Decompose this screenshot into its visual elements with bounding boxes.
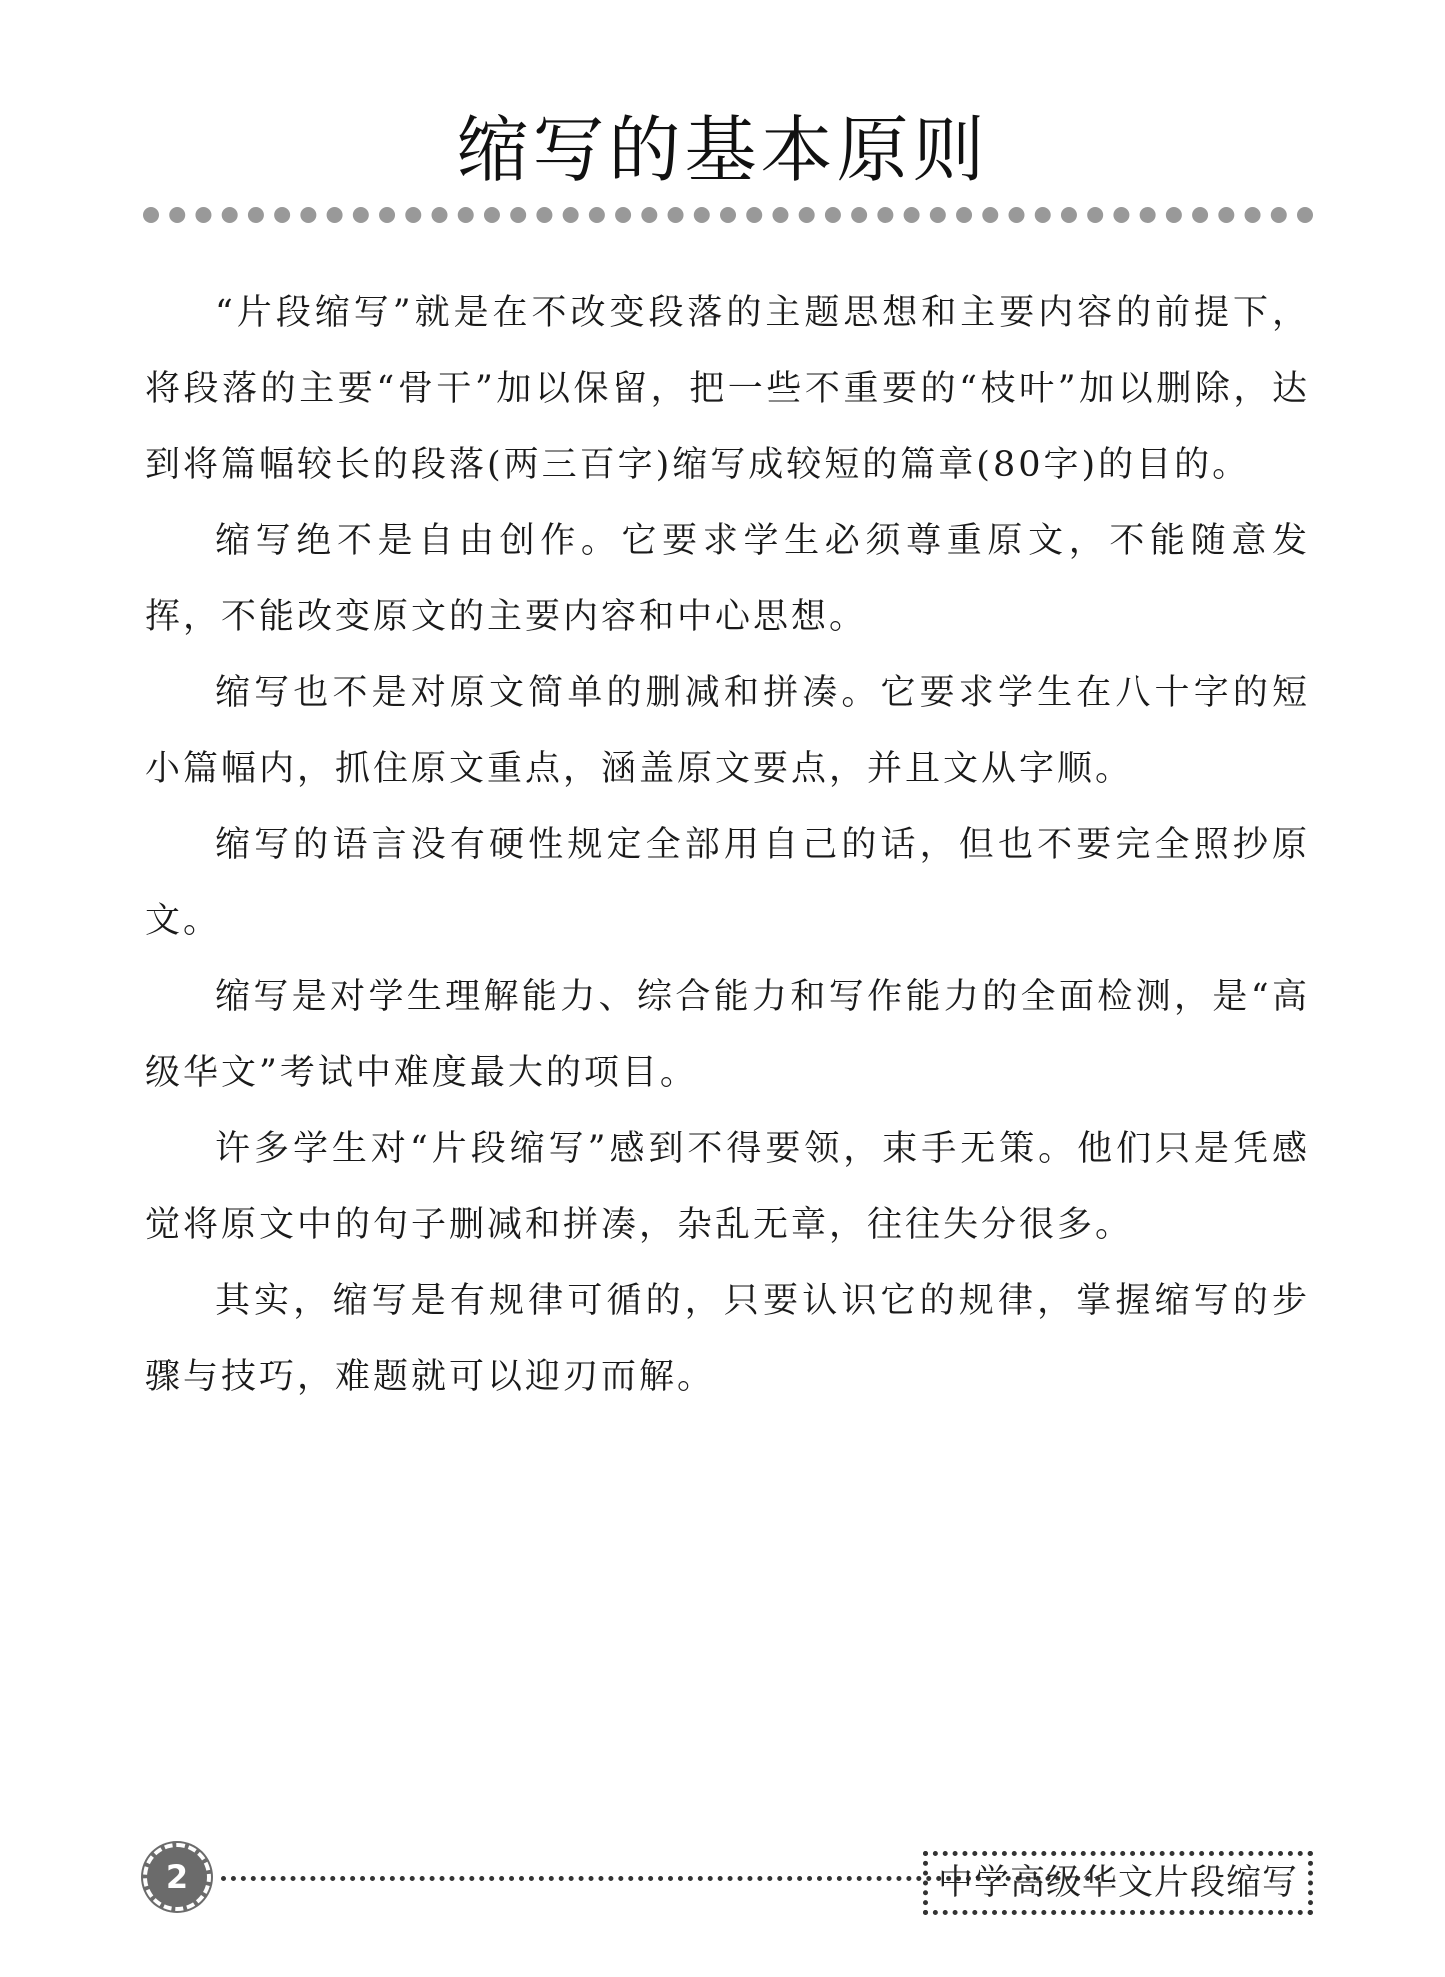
divider-dot [1192, 207, 1208, 223]
divider-dot [851, 207, 867, 223]
divider-dot [1297, 207, 1313, 223]
divider-dot [1218, 207, 1234, 223]
divider-dot [720, 207, 736, 223]
divider-dot [327, 207, 343, 223]
divider-dot [956, 207, 972, 223]
divider-dot [169, 207, 185, 223]
paragraph: 缩写是对学生理解能力、综合能力和写作能力的全面检测，是“高级华文”考试中难度最大的项目。 [145, 977, 1310, 1093]
divider-dot [1061, 207, 1077, 223]
divider-dot [195, 207, 211, 223]
page-title: 缩写的基本原则 [456, 108, 989, 192]
divider-dot [458, 207, 474, 223]
divider-dot [615, 207, 631, 223]
divider-dot [300, 207, 316, 223]
paragraph: “片段缩写”就是在不改变段落的主题思想和主要内容的前提下，将段落的主要“骨干”加以保留，把一些不重要的“枝叶”加以删除，达到将篇幅较长的段落(两三百字)缩写成较短的篇章(80字)的目的。 [145, 293, 1310, 485]
divider-dot [1140, 207, 1156, 223]
paragraph: 缩写的语言没有硬性规定全部用自己的话，但也不要完全照抄原文。 [145, 825, 1310, 941]
book-title: 中学高级华文片段缩写 [923, 1851, 1313, 1915]
divider-dot [825, 207, 841, 223]
divider-dot [222, 207, 238, 223]
paragraph: 许多学生对“片段缩写”感到不得要领，束手无策。他们只是凭感觉将原文中的句子删减和拼凑，杂乱无章，往往失分很多。 [145, 1129, 1310, 1245]
divider-dot [274, 207, 290, 223]
page-number-badge: 2 [143, 1843, 211, 1911]
divider-dot [1113, 207, 1129, 223]
divider-dot [982, 207, 998, 223]
divider-dot [799, 207, 815, 223]
divider-dot [694, 207, 710, 223]
divider-dot [510, 207, 526, 223]
paragraph: 缩写也不是对原文简单的删减和拼凑。它要求学生在八十字的短小篇幅内，抓住原文重点，涵盖原文要点，并且文从字顺。 [145, 673, 1310, 789]
divider-dot [1087, 207, 1103, 223]
divider-dot [1271, 207, 1287, 223]
paragraph: 缩写绝不是自由创作。它要求学生必须尊重原文，不能随意发挥，不能改变原文的主要内容和中心思想。 [145, 521, 1310, 637]
divider-dot [1245, 207, 1261, 223]
divider-dot [1166, 207, 1182, 223]
divider-dot [484, 207, 500, 223]
divider-dot [641, 207, 657, 223]
paragraph: 其实，缩写是有规律可循的，只要认识它的规律，掌握缩写的步骤与技巧，难题就可以迎刃而解。 [145, 1281, 1310, 1397]
divider-dot [143, 207, 159, 223]
divider-dot [405, 207, 421, 223]
divider-dot [379, 207, 395, 223]
divider-dot [1009, 207, 1025, 223]
divider-dot [432, 207, 448, 223]
divider-dot [353, 207, 369, 223]
divider-dot [589, 207, 605, 223]
divider-dot [904, 207, 920, 223]
body-text [145, 275, 1310, 1415]
divider-dot [930, 207, 946, 223]
divider-dot [772, 207, 788, 223]
divider-dot [563, 207, 579, 223]
page-footer [143, 1843, 1313, 1915]
divider-dot [536, 207, 552, 223]
divider-dot [248, 207, 264, 223]
divider-dot [746, 207, 762, 223]
dotted-divider [143, 204, 1313, 226]
divider-dot [1035, 207, 1051, 223]
divider-dot [668, 207, 684, 223]
divider-dot [877, 207, 893, 223]
